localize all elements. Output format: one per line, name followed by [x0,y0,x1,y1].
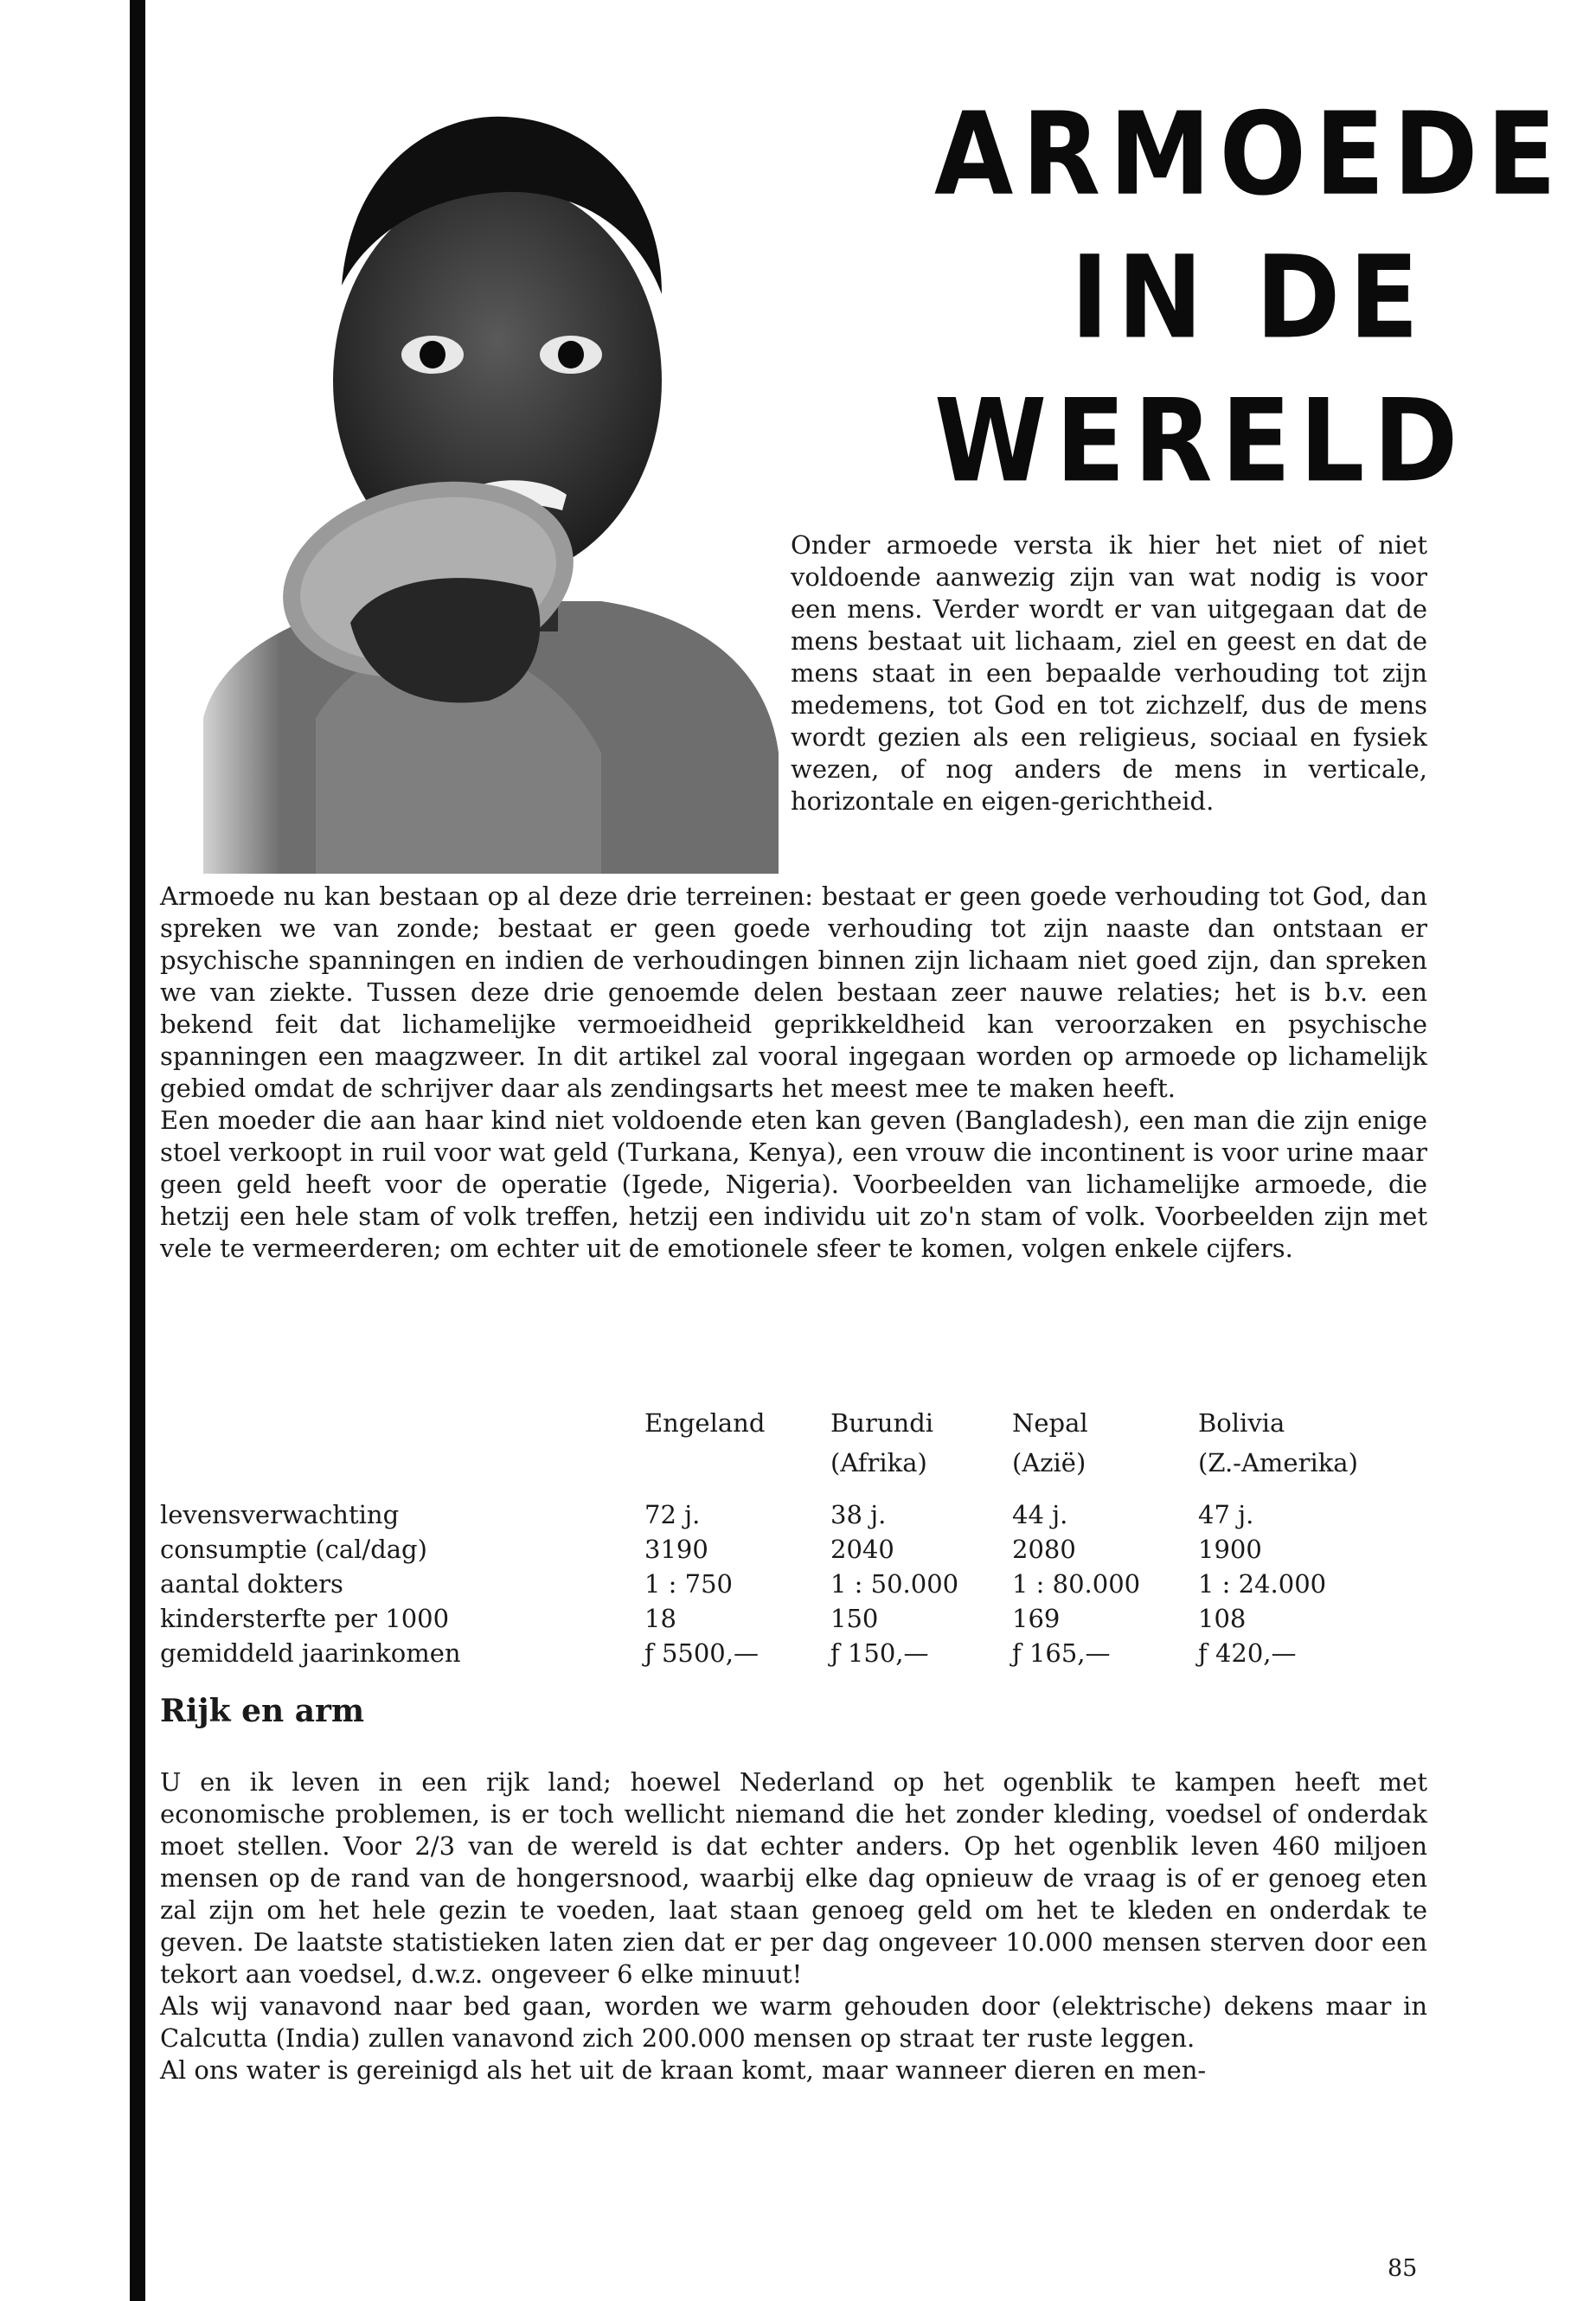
title-line-1: ARMOEDE [934,87,1566,221]
statistics-table [160,1408,1406,1673]
page-number: 85 [1388,2255,1418,2282]
paragraph: Al ons water is gereinigd als het uit de kraan komt, maar wanneer dieren en men- [160,2055,1207,2085]
cell: 1 : 24.000 [1198,1569,1327,1599]
table-subheader-region: (Afrika) [830,1448,927,1477]
table-subheader-region: (Z.-Amerika) [1198,1448,1358,1477]
table-subheader-region: (Azië) [1012,1448,1086,1477]
cell: 108 [1198,1604,1247,1633]
cell: ƒ 5500,— [644,1638,759,1668]
main-body [160,881,1427,1265]
section-body [160,1766,1427,2086]
row-label: kindersterfte per 1000 [160,1604,450,1633]
row-label: levensverwachting [160,1500,400,1529]
cell: 2080 [1012,1535,1076,1564]
row-label: aantal dokters [160,1569,343,1599]
left-margin-rule [130,0,145,2301]
table-subheader-region [644,1448,830,1500]
row-label: gemiddeld jaarinkomen [160,1638,461,1668]
photo-child-eating [169,95,792,874]
table-row [160,1535,1406,1569]
table-header-country: Nepal [1012,1408,1088,1438]
cell: 1 : 80.000 [1012,1569,1141,1599]
cell: 1 : 50.000 [830,1569,959,1599]
cell: ƒ 165,— [1012,1638,1111,1668]
cell: 1900 [1198,1535,1262,1564]
intro-paragraph: Onder armoede versta ik hier het niet of niet voldoende aanwezig zijn van wat nodig is voor een mens. Verder wordt er van uitgegaan dat de mens bestaat uit lichaam, ziel en geest en dat de mens staat in een bepaalde verhouding tot zijn medemens, tot God en tot zichzelf, dus de mens wordt gezien als een religieus, sociaal en fysiek wezen, of nog anders de mens in verticale, horizontale en eigen-gerichtheid. [791,530,1427,816]
cell: 2040 [830,1535,894,1564]
cell: 38 j. [830,1500,887,1529]
cell: ƒ 420,— [1198,1638,1297,1668]
paragraph: U en ik leven in een rijk land; hoewel Nederland op het ogenblik te kampen heeft met economische problemen, is er toch wellicht niemand die het zonder kleding, voedsel of onderdak moet stellen. Voor 2/3 van de wereld is dat echter anders. Op het ogenblik leven 460 miljoen mensen op de rand van de hongersnood, waarbij elke dag opnieuw de vraag is of er genoeg eten zal zijn om het hele gezin te voeden, laat staan genoeg geld om het te kleden en onderdak te geven. De laatste statistieken laten zien dat er per dag ongeveer 10.000 mensen sterven door een tekort aan voedsel, d.w.z. ongeveer 6 elke minuut! [160,1767,1427,1989]
table-row [160,1569,1406,1604]
cell: 150 [830,1604,879,1633]
cell: 47 j. [1198,1500,1254,1529]
paragraph: Een moeder die aan haar kind niet voldoende eten kan geven (Bangladesh), een man die zijn enige stoel verkoopt in ruil voor wat geld (Turkana, Kenya), een vrouw die incontinent is voor urine maar geen geld heeft voor de operatie (Igede, Nigeria). Voorbeelden van lichamelijke armoede, die hetzij een hele stam of volk treffen, hetzij een individu uit zo'n stam of volk. Voorbeelden zijn met vele te vermeerderen; om echter uit de emotionele sfeer te komen, volgen enkele cijfers. [160,1106,1427,1263]
row-label: consumptie (cal/dag) [160,1535,427,1564]
table-header-row [160,1408,1406,1448]
paragraph: Als wij vanavond naar bed gaan, worden we warm gehouden door (elektrische) dekens maar in Calcutta (India) zullen vanavond zich 200.000 mensen op straat ter ruste leggen. [160,1991,1427,2053]
cell: 1 : 750 [644,1569,734,1599]
cell: 3190 [644,1535,708,1564]
cell: 18 [644,1604,676,1633]
table-header-country: Bolivia [1198,1408,1285,1438]
section-heading: Rijk en arm [160,1693,365,1729]
table-row [160,1500,1406,1535]
table-row [160,1638,1406,1673]
title-line-2: IN DE [1070,230,1427,364]
table-header-country: Burundi [830,1408,934,1438]
article-title [934,82,1566,512]
table-header-empty [160,1408,644,1448]
table-row [160,1604,1406,1638]
table-subheader-row [160,1448,1406,1500]
table-subheader-empty [160,1448,644,1500]
paragraph: Armoede nu kan bestaan op al deze drie terreinen: bestaat er geen goede verhouding tot God, dan spreken we van zonde; bestaat er geen goede verhouding tot zijn naaste dan ontstaan er psychische spanningen en indien de verhoudingen binnen zijn lichaam niet goed zijn, dan spreken we van ziekte. Tussen deze drie genoemde delen bestaan zeer nauwe relaties; het is b.v. een bekend feit dat lichamelijke vermoeidheid geprikkeldheid kan veroorzaken en psychische spanningen een maagzweer. In dit artikel zal vooral ingegaan worden op armoede op lichamelijk gebied omdat de schrijver daar als zendingsarts het meest mee te maken heeft. [160,881,1427,1103]
cell: ƒ 150,— [830,1638,929,1668]
table-header-country: Engeland [644,1408,766,1438]
cell: 72 j. [644,1500,701,1529]
title-line-3: WERELD [934,374,1467,508]
cell: 44 j. [1012,1500,1068,1529]
cell: 169 [1012,1604,1061,1633]
